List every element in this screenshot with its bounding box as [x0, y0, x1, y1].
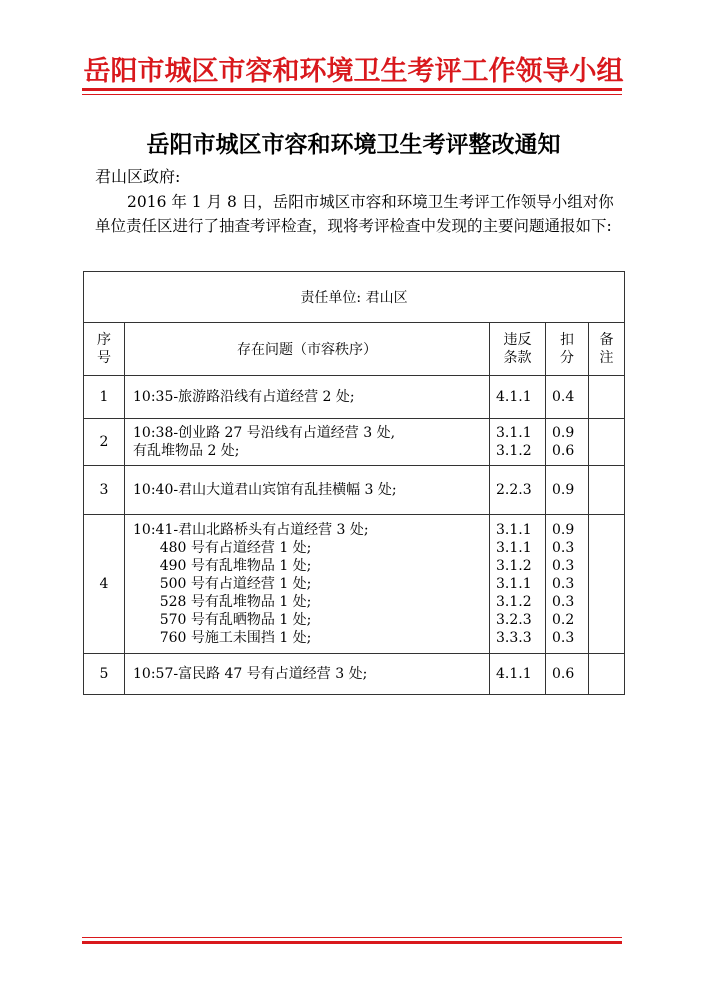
- code-line: 3.1.2: [496, 443, 532, 459]
- code-line: 4.1.1: [496, 666, 532, 682]
- header-score: 扣分: [546, 323, 589, 376]
- score-line: 0.3: [552, 540, 575, 556]
- footer-divider-thin: [82, 937, 622, 938]
- score-line: 0.6: [552, 666, 575, 682]
- document-title: 岳阳市城区市容和环境卫生考评整改通知: [146, 132, 561, 158]
- issue-line: 有乱堆物品 2 处;: [133, 443, 240, 459]
- code-cell: [490, 376, 546, 419]
- issue-line: 760 号施工未围挡 1 处;: [133, 630, 312, 646]
- issue-cell: [125, 466, 490, 515]
- code-line: 2.2.3: [496, 482, 532, 498]
- row-number: 1: [84, 376, 125, 419]
- code-cell: [490, 419, 546, 466]
- table-row: [84, 376, 625, 419]
- header-note: 备注: [589, 323, 625, 376]
- header-issue: 存在问题（市容秩序）: [125, 323, 490, 376]
- table-row: [84, 515, 625, 654]
- row-number: 4: [84, 515, 125, 654]
- score-cell: [546, 515, 589, 654]
- issue-line: 10:38-创业路 27 号沿线有占道经营 3 处,: [133, 425, 396, 441]
- header-divider-thin: [82, 94, 622, 95]
- issue-line: 528 号有乱堆物品 1 处;: [133, 594, 312, 610]
- issue-cell: [125, 376, 490, 419]
- score-line: 0.3: [552, 576, 575, 592]
- code-cell: [490, 466, 546, 515]
- issue-cell: [125, 654, 490, 695]
- score-line: 0.4: [552, 389, 575, 405]
- score-line: 0.3: [552, 630, 575, 646]
- header-divider-thick: [82, 88, 622, 91]
- row-number: 2: [84, 419, 125, 466]
- score-line: 0.2: [552, 612, 575, 628]
- issue-line: 490 号有乱堆物品 1 处;: [133, 558, 312, 574]
- note-cell: [589, 654, 625, 695]
- issue-line: 480 号有占道经营 1 处;: [133, 540, 312, 556]
- issue-line: 10:40-君山大道君山宾馆有乱挂横幅 3 处;: [133, 482, 397, 498]
- score-line: 0.9: [552, 425, 575, 441]
- header-code: 违反条款: [490, 323, 546, 376]
- table-row: [84, 419, 625, 466]
- code-line: 3.1.2: [496, 558, 532, 574]
- issue-line: 570 号有乱晒物品 1 处;: [133, 612, 312, 628]
- score-cell: [546, 466, 589, 515]
- issue-line: 10:35-旅游路沿线有占道经营 2 处;: [133, 389, 355, 405]
- table-row: [84, 654, 625, 695]
- issues-table: [83, 271, 625, 695]
- code-line: 3.2.3: [496, 612, 532, 628]
- code-line: 3.3.3: [496, 630, 532, 646]
- note-cell: [589, 419, 625, 466]
- code-cell: [490, 515, 546, 654]
- code-cell: [490, 654, 546, 695]
- header-no: 序号: [84, 323, 125, 376]
- score-cell: [546, 376, 589, 419]
- issue-line: 500 号有占道经营 1 处;: [133, 576, 312, 592]
- row-number: 5: [84, 654, 125, 695]
- note-cell: [589, 376, 625, 419]
- note-cell: [589, 515, 625, 654]
- code-line: 4.1.1: [496, 389, 532, 405]
- code-line: 3.1.1: [496, 425, 532, 441]
- table-caption: 责任单位: 君山区: [84, 272, 625, 323]
- header-org-name: 岳阳市城区市容和环境卫生考评工作领导小组: [83, 56, 624, 87]
- table-row: [84, 466, 625, 515]
- score-line: 0.9: [552, 482, 575, 498]
- recipient: 君山区政府:: [95, 167, 181, 186]
- score-line: 0.3: [552, 558, 575, 574]
- intro-paragraph: 2016 年 1 月 8 日，岳阳市城区市容和环境卫生考评工作领导小组对你单位责任区进行了抽查考评检查，现将考评检查中发现的主要问题通报如下:: [95, 193, 614, 235]
- issue-line: 10:57-富民路 47 号有占道经营 3 处;: [133, 666, 368, 682]
- score-cell: [546, 419, 589, 466]
- row-number: 3: [84, 466, 125, 515]
- issue-cell: [125, 419, 490, 466]
- score-line: 0.3: [552, 594, 575, 610]
- score-cell: [546, 654, 589, 695]
- code-line: 3.1.1: [496, 522, 532, 538]
- code-line: 3.1.1: [496, 540, 532, 556]
- score-line: 0.6: [552, 443, 575, 459]
- footer-divider-thick: [82, 941, 622, 944]
- code-line: 3.1.1: [496, 576, 532, 592]
- code-line: 3.1.2: [496, 594, 532, 610]
- score-line: 0.9: [552, 522, 575, 538]
- issue-cell: [125, 515, 490, 654]
- note-cell: [589, 466, 625, 515]
- issue-line: 10:41-君山北路桥头有占道经营 3 处;: [133, 522, 369, 538]
